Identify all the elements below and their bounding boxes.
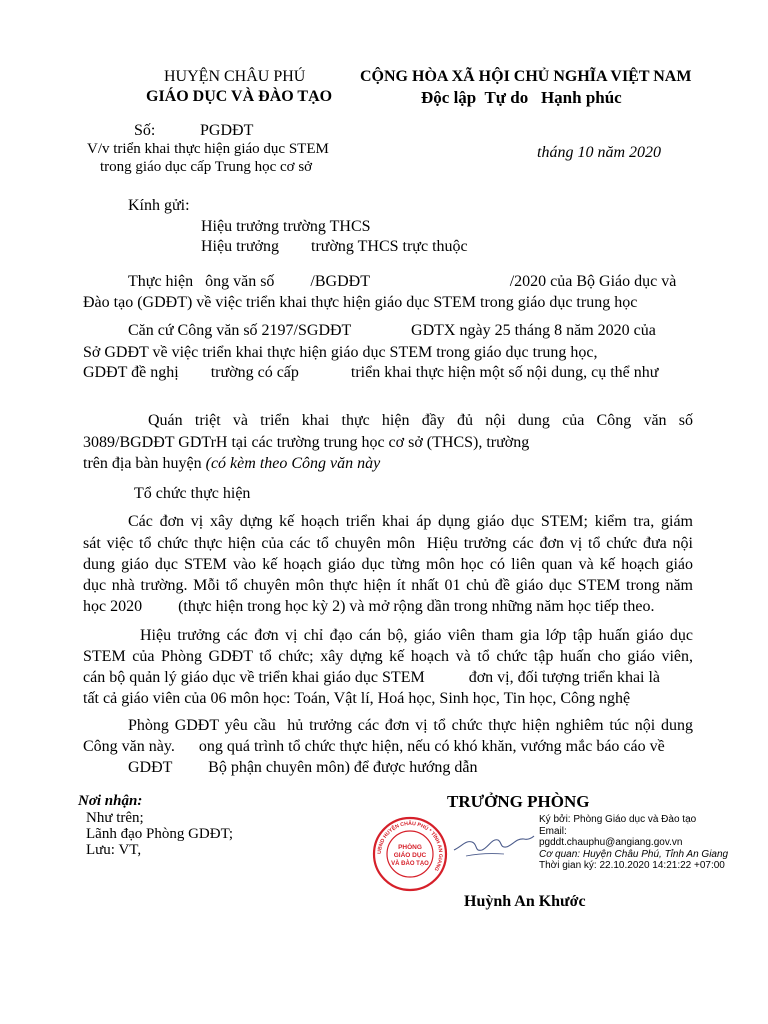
paragraph-6-line-4: tất cả giáo viên của 06 môn học: Toán, Vật lí, Hoá học, Sinh học, Tin học, Công nghệ: [83, 690, 631, 707]
paragraph-2-line-1: Căn cứ Công văn số 2197/SGDĐT GDTX ngày 25 tháng 8 năm 2020 của: [128, 322, 656, 339]
paragraph-1-line-2: Đào tạo (GDĐT) về việc triển khai thực hiện giáo dục STEM trong giáo dục trung học: [83, 294, 638, 311]
recipient-line-2: Hiệu trưởng trường THCS trực thuộc: [201, 238, 468, 255]
noi-nhan-item: Lãnh đạo Phòng GDĐT;: [86, 826, 234, 842]
country-name: CỘNG HÒA XÃ HỘI CHỦ NGHĨA VIỆT NAM: [360, 68, 692, 85]
paragraph-7-line-1: Phòng GDĐT yêu cầu hủ trưởng các đơn vị tổ chức thực hiện nghiêm túc nội dung: [128, 717, 693, 734]
paragraph-6-line-1: Hiệu trưởng các đơn vị chỉ đạo cán bộ, giáo viên tham gia lớp tập huấn giáo dục: [140, 627, 693, 644]
paragraph-5-line-1: Các đơn vị xây dựng kế hoạch triển khai áp dụng giáo dục STEM; kiểm tra, giám: [128, 513, 693, 530]
paragraph-6-line-3: cán bộ quản lý giáo dục về triển khai giáo dục STEM đơn vị, đối tượng triển khai là: [83, 669, 661, 686]
paragraph-2-line-3: GDĐT đề nghị trường có cấp triển khai thực hiện một số nội dung, cụ thể như: [83, 364, 659, 381]
paragraph-7-line-3: GDĐT Bộ phận chuyên môn) để được hướng dẫn: [128, 759, 478, 776]
subject-line-1: V/v triển khai thực hiện giáo dục STEM: [87, 141, 329, 157]
email-label: Email:: [539, 825, 567, 837]
recipient-line-1: Hiệu trưởng trường THCS: [201, 218, 371, 235]
greeting: Kính gửi:: [128, 197, 190, 214]
paragraph-3-line-1: Quán triệt và triển khai thực hiện đầy đủ nội dung của Công văn số: [148, 412, 693, 429]
paragraph-3-line-3-text: trên địa bàn huyện: [83, 455, 206, 472]
agency: Cơ quan: Huyện Châu Phú, Tỉnh An Giang: [539, 848, 729, 860]
paragraph-1-line-1: Thực hiện ông văn số /BGDĐT /2020 của Bộ Giáo dục và: [128, 273, 677, 290]
document-number-label: Số:: [134, 122, 156, 139]
subject-line-2: trong giáo dục cấp Trung học cơ sở: [100, 159, 313, 175]
paragraph-5-line-5: học 2020 (thực hiện trong học kỳ 2) và mở rộng dần trong những năm học tiếp theo.: [83, 598, 655, 615]
svg-text:PHÒNG: PHÒNG: [398, 844, 422, 851]
sign-time: Thời gian ký: 22.10.2020 14:21:22 +07:00: [539, 860, 725, 871]
signed-by: Ký bởi: Phòng Giáo dục và Đào tạo: [539, 814, 697, 825]
section-heading-implementation: Tổ chức thực hiện: [134, 485, 251, 502]
paragraph-5-line-2: sát việc tổ chức thực hiện của các tổ chuyên môn Hiệu trưởng các đơn vị tổ chức đưa nội: [83, 535, 693, 552]
official-stamp: [372, 816, 448, 892]
digital-signature-info: [539, 814, 729, 872]
svg-text:GIÁO DỤC: GIÁO DỤC: [393, 852, 427, 859]
noi-nhan-item: Lưu: VT,: [86, 842, 142, 858]
email-address: pgddt.chauphu@angiang.gov.vn: [539, 837, 683, 848]
noi-nhan-item: Như trên;: [86, 810, 144, 826]
department-name: GIÁO DỤC VÀ ĐÀO TẠO: [146, 88, 333, 105]
svg-text:VÀ ĐÀO TẠO: VÀ ĐÀO TẠO: [391, 861, 429, 867]
signer-title: TRƯỞNG PHÒNG: [447, 792, 590, 811]
svg-text:UBND HUYỆN CHÂU PHÚ * TỈNH AN: UBND HUYỆN CHÂU PHÚ * TỈNH AN GIANG: [376, 820, 444, 872]
national-motto: Độc lập Tự do Hạnh phúc: [421, 88, 622, 107]
paragraph-2-line-2: Sở GDĐT về việc triển khai thực hiện giáo dục STEM trong giáo dục trung học,: [83, 344, 598, 361]
handwritten-signature: [452, 826, 536, 864]
paragraph-6-line-2: STEM của Phòng GDĐT tổ chức; xây dựng kế hoạch và tổ chức tập huấn cho giáo viên,: [83, 648, 693, 665]
district-name: HUYỆN CHÂU PHÚ: [164, 68, 306, 85]
paragraph-5-line-4: dục nhà trường. Mỗi tổ chuyên môn thực hiện ít nhất 01 chủ đề giáo dục STEM trong năm: [83, 577, 693, 594]
noi-nhan-title: Nơi nhận:: [78, 793, 143, 809]
document-number: PGDĐT: [200, 122, 254, 139]
paragraph-3-line-2: 3089/BGDĐT GDTrH tại các trường trung học cơ sở (THCS), trường: [83, 434, 530, 451]
document-date: tháng 10 năm 2020: [537, 144, 661, 161]
paragraph-5-line-3: dung giáo dục STEM vào kế hoạch giáo dục từng môn học có liên quan và kế hoạch giáo: [83, 556, 693, 573]
paragraph-7-line-2: Công văn này. ong quá trình tổ chức thực hiện, nếu có khó khăn, vướng mắc báo cáo về: [83, 738, 665, 755]
signer-name: Huỳnh An Khước: [464, 893, 586, 910]
paragraph-3-line-3: [83, 455, 380, 473]
paragraph-3-line-3-note: (có kèm theo Công văn này: [205, 455, 381, 472]
